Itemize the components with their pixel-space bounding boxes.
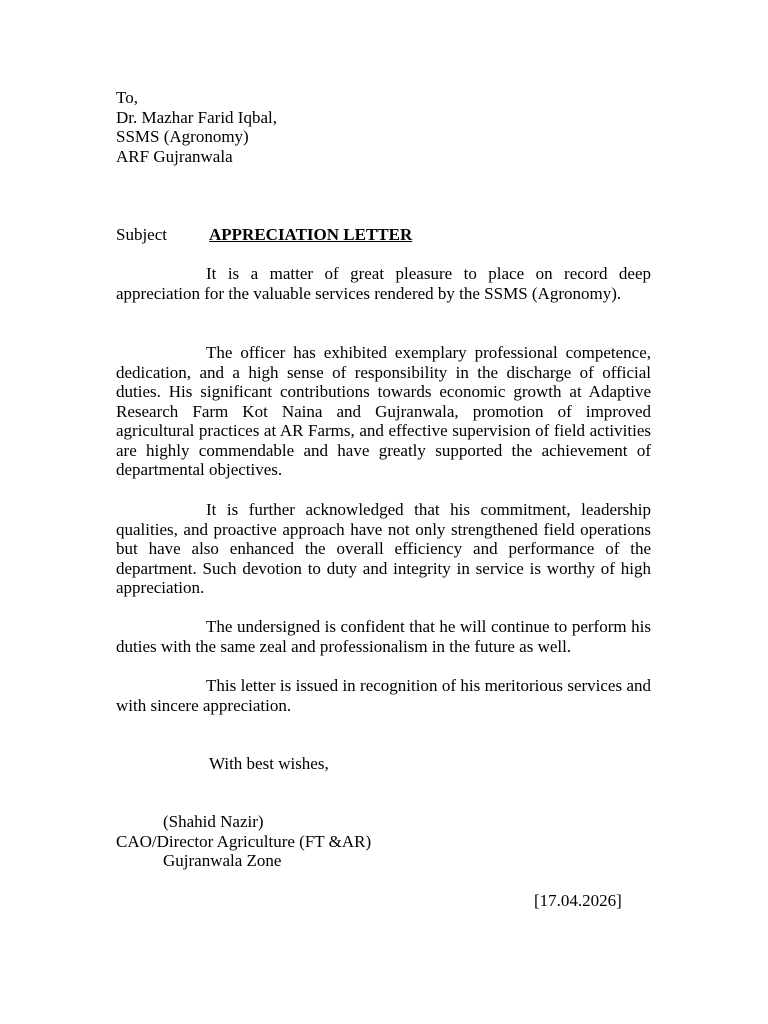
signature-block	[116, 812, 371, 871]
recipient-designation: SSMS (Agronomy)	[116, 127, 249, 146]
body-paragraph-1: It is a matter of great pleasure to place on record deep appreciation for the valuable services rendered by the SSMS (Agronomy).	[116, 264, 651, 303]
signatory-zone: Gujranwala Zone	[163, 851, 282, 870]
subject-label: Subject	[116, 225, 167, 244]
body-paragraph-3: It is further acknowledged that his commitment, leadership qualities, and proactive approach have not only strengthened field operations but have also enhanced the overall efficiency and performance of the department. Such devotion to duty and integrity in service is worthy of high appreciation.	[116, 500, 651, 597]
subject-line	[116, 225, 412, 245]
recipient-name: Dr. Mazhar Farid Iqbal,	[116, 107, 277, 127]
closing-remark: With best wishes,	[209, 754, 329, 773]
salutation: To,	[116, 88, 138, 107]
body-paragraph-2: The officer has exhibited exemplary professional competence, dedication, and a high sense of responsibility in the discharge of official duties. His significant contributions towards economic growth at Adaptive Research Farm Kot Naina and Gujranwala, promotion of improved agricultural practices at AR Farms, and effective supervision of field activities are highly commendable and have greatly supported the achievement of departmental objectives.	[116, 343, 651, 479]
signatory-designation: CAO/Director Agriculture (FT &AR)	[116, 831, 372, 851]
signatory-name: (Shahid Nazir)	[163, 812, 264, 831]
subject-title: APPRECIATION LETTER	[209, 225, 413, 244]
letter-date: [17.04.2026]	[534, 891, 622, 910]
recipient-office: ARF Gujranwala	[116, 146, 233, 166]
body-paragraph-5: This letter is issued in recognition of his meritorious services and with sincere appreciation.	[116, 676, 651, 715]
body-paragraph-4: The undersigned is confident that he will continue to perform his duties with the same zeal and professionalism in the future as well.	[116, 617, 651, 656]
recipient-address-block	[116, 88, 277, 166]
